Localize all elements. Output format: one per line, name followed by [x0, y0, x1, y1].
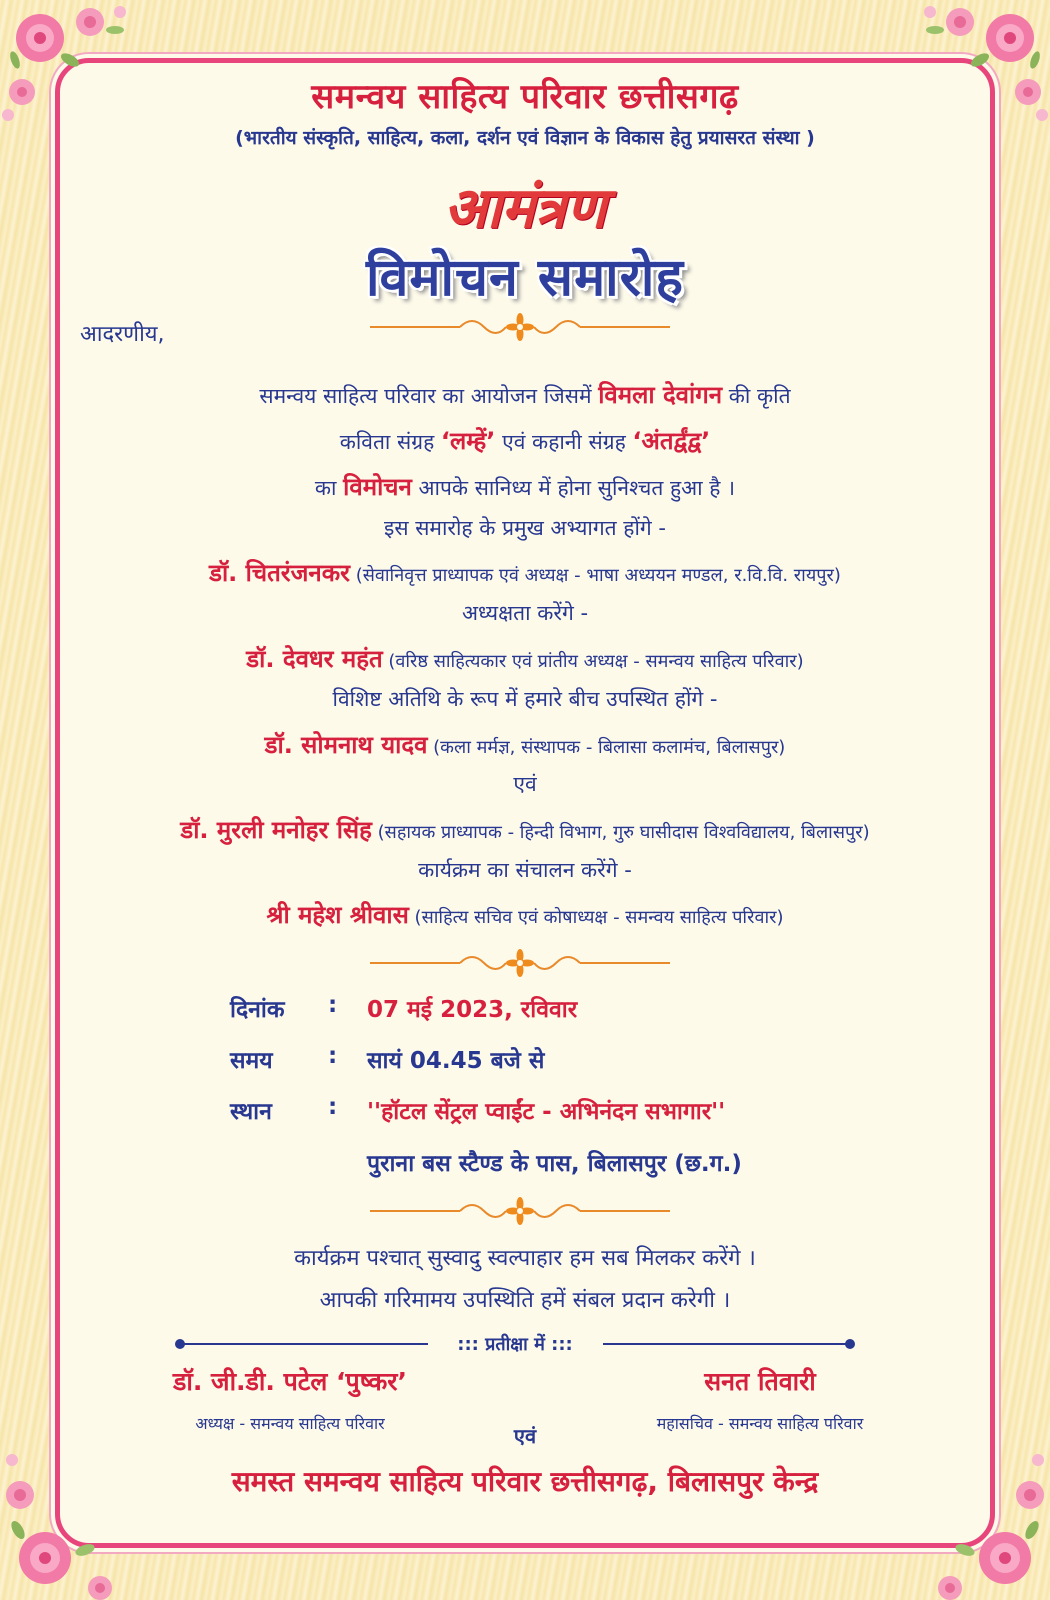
invitation-heading: आमंत्रण — [443, 175, 607, 241]
salutation: आदरणीय, — [80, 322, 165, 347]
venue-value: ''हॉटल सेंट्रल प्वाईंट - अभिनंदन सभागार'' — [367, 1099, 726, 1125]
special-guest-2-name: डॉ. मुरली मनोहर सिंह — [180, 816, 372, 844]
intro-text: की कृति — [722, 384, 791, 408]
intro-line-1 — [0, 378, 1050, 411]
host — [0, 898, 1050, 931]
floral-divider-icon — [370, 1196, 670, 1226]
signatory-left-role: अध्यक्ष - समन्वय साहित्य परिवार — [195, 1414, 385, 1433]
intro-line-3 — [0, 470, 1050, 503]
intro-text: का — [314, 476, 344, 500]
time-label: समय — [230, 1048, 273, 1074]
presence-note: आपकी गरिमामय उपस्थिति हमें संबल प्रदान करेगी । — [319, 1288, 731, 1313]
special-guest-intro: विशिष्ट अतिथि के रूप में हमारे बीच उपस्थित होंगे - — [332, 687, 718, 711]
and-connector-footer: एवं — [513, 1424, 537, 1448]
venue-address: पुराना बस स्टैण्ड के पास, बिलासपुर (छ.ग.) — [367, 1151, 742, 1177]
refreshment-note: कार्यक्रम पश्चात् सुस्वादु स्वल्पाहार हम सब मिलकर करेंगे । — [294, 1246, 756, 1271]
time-value: सायं 04.45 बजे से — [367, 1048, 545, 1074]
and-connector: एवं — [513, 772, 537, 796]
intro-text: कविता संग्रह — [339, 430, 441, 454]
time-colon: : — [328, 1043, 338, 1069]
president-description: (वरिष्ठ साहित्यकार एवं प्रांतीय अध्यक्ष - समन्वय साहित्य परिवार) — [382, 651, 804, 672]
host-intro: कार्यक्रम का संचालन करेंगे - — [418, 858, 632, 882]
book-title-stories: ‘अंतर्द्वंद्व’ — [632, 427, 711, 455]
floral-divider-icon — [370, 948, 670, 978]
special-guest-2-description: (सहायक प्राध्यापक - हिन्दी विभाग, गुरु घासीदास विश्वविद्यालय, बिलासपुर) — [371, 822, 870, 843]
signatory-right-role: महासचिव - समन्वय साहित्य परिवार — [656, 1414, 864, 1433]
president-intro: अध्यक्षता करेंगे - — [461, 601, 589, 625]
chief-guest — [0, 556, 1050, 589]
chief-guest-intro: इस समारोह के प्रमुख अभ्यागत होंगे - — [384, 516, 666, 540]
date-label: दिनांक — [230, 997, 285, 1023]
floral-divider-icon — [370, 312, 670, 342]
president-name: डॉ. देवधर महंत — [246, 645, 383, 673]
signatory-left-name: डॉ. जी.डी. पटेल ‘पुष्कर’ — [172, 1367, 408, 1396]
release-word: विमोचन — [343, 473, 412, 501]
date-colon: : — [328, 992, 338, 1018]
special-guest-1 — [0, 728, 1050, 761]
special-guest-2 — [0, 813, 1050, 846]
intro-text: आपके सानिध्य में होना सुनिश्चत हुआ है । — [411, 476, 736, 500]
date-value: 07 मई 2023, रविवार — [367, 997, 578, 1023]
chief-guest-name: डॉ. चितरंजनकर — [209, 559, 350, 587]
chief-guest-description: (सेवानिवृत्त प्राध्यापक एवं अध्यक्ष - भाषा अध्ययन मण्डल, र.वि.वि. रायपुर) — [349, 565, 841, 586]
all-members-line: समस्त समन्वय साहित्य परिवार छत्तीसगढ़, बिलासपुर केन्द्र — [231, 1465, 819, 1498]
special-guest-1-name: डॉ. सोमनाथ यादव — [264, 731, 428, 759]
special-guest-1-description: (कला मर्मज्ञ, संस्थापक - बिलासा कलामंच, बिलासपुर) — [427, 737, 786, 758]
venue-label: स्थान — [230, 1099, 272, 1125]
intro-text: समन्वय साहित्य परिवार का आयोजन जिसमें — [259, 384, 599, 408]
event-title: विमोचन समारोह — [366, 248, 684, 308]
awaiting-label: ::: प्रतीक्षा में ::: — [457, 1334, 573, 1355]
intro-line-2 — [0, 424, 1050, 457]
organization-title: समन्वय साहित्य परिवार छत्तीसगढ़ — [311, 77, 739, 117]
divider-line — [603, 1343, 847, 1345]
host-name: श्री महेश श्रीवास — [266, 901, 409, 929]
book-title-poetry: ‘लम्हें’ — [440, 427, 496, 455]
organization-tagline: (भारतीय संस्कृति, साहित्य, कला, दर्शन एवं विज्ञान के विकास हेतु प्रयासरत संस्था ) — [235, 127, 815, 149]
host-description: (साहित्य सचिव एवं कोषाध्यक्ष - समन्वय साहित्य परिवार) — [408, 907, 784, 928]
divider-dot — [845, 1339, 855, 1349]
author-name: विमला देवांगन — [598, 381, 723, 409]
signatory-right-name: सनत तिवारी — [704, 1367, 816, 1396]
awaiting-divider — [175, 1332, 855, 1356]
president — [0, 642, 1050, 675]
venue-colon: : — [328, 1094, 338, 1120]
intro-text: एवं कहानी संग्रह — [495, 430, 633, 454]
